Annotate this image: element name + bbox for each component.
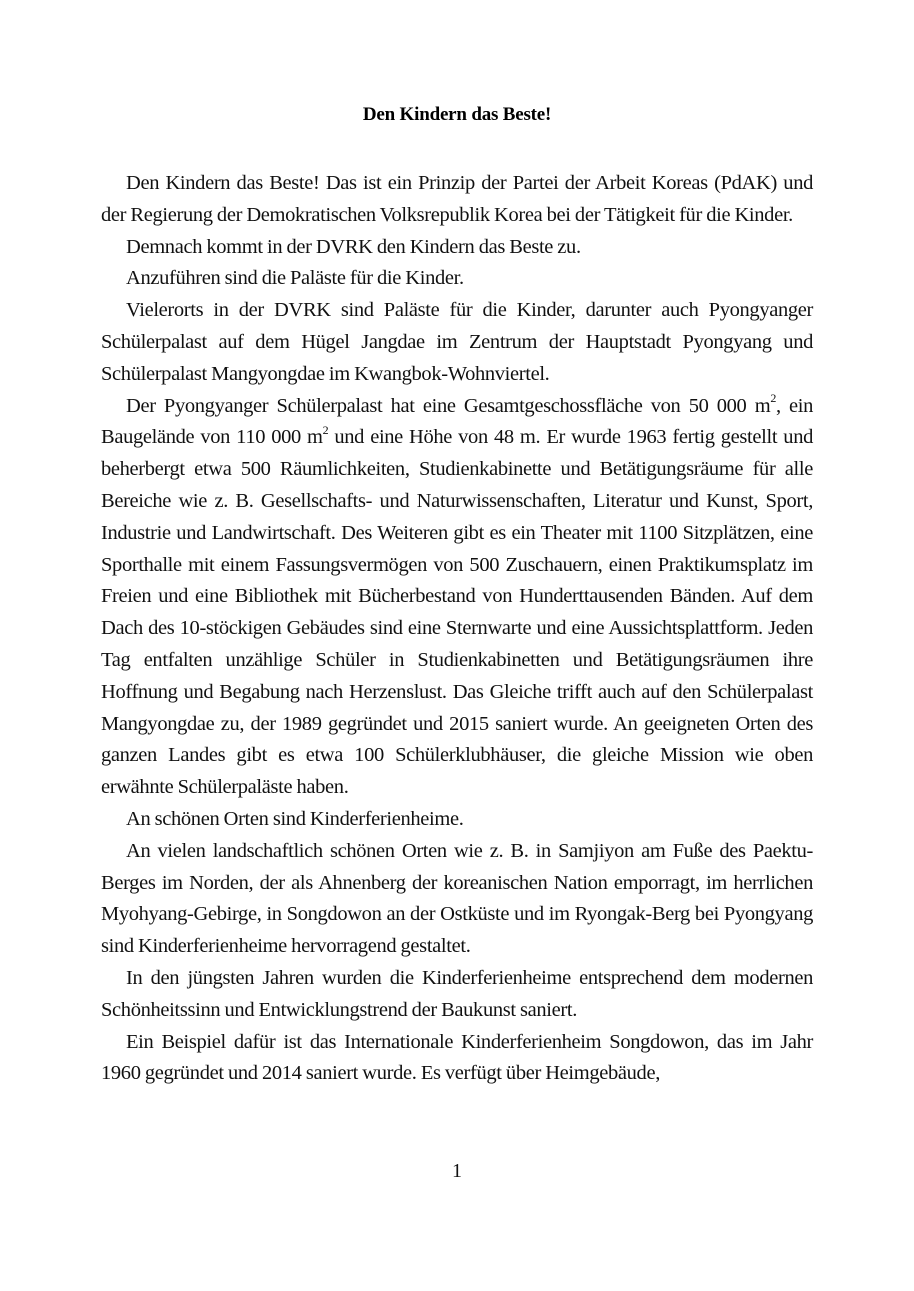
paragraph-ferienheime-heading: An schönen Orten sind Kinderferienheime. <box>126 807 464 830</box>
paragraph-schuelerpalast-part2: , ein Baugelände von 110 000 m <box>101 394 813 449</box>
document-body <box>101 168 813 1090</box>
paragraph-songdowon: Ein Beispiel dafür ist das Internationale Kinderferienheim Songdowon, das im Jahr 1960 gegründet und 2014 saniert wurde. Es verfügt über Heimgebäude, <box>101 1030 813 1085</box>
paragraph-palaeste-heading: Anzuführen sind die Paläste für die Kinder. <box>126 267 464 290</box>
paragraph-orte: An vielen landschaftlich schönen Orten wie z. B. in Samjiyon am Fuße des Paektu-Berges im Norden, der als Ahnenberg der koreanischen Nation emporragt, im herrlichen Myohyang-Gebirge, in Songdowon an der Ostküste und im Ryongak-Berg bei Pyongyang sind Kinderferienheime hervorragend gestaltet. <box>101 839 813 958</box>
paragraph-vielerorts: Vielerorts in der DVRK sind Paläste für die Kinder, darunter auch Pyongyanger Schülerpalast auf dem Hügel Jangdae im Zentrum der Hauptstadt Pyongyang und Schülerpalast Mangyongdae im Kwangbok-Wohnviertel. <box>101 299 813 385</box>
paragraph-saniert: In den jüngsten Jahren wurden die Kinderferienheime entsprechend dem modernen Schönheitssinn und Entwicklungstrend der Baukunst saniert. <box>101 966 813 1021</box>
paragraph-schuelerpalast-part3: und eine Höhe von 48 m. Er wurde 1963 fertig gestellt und beherbergt etwa 500 Räumlichkeiten, Studienkabinette und Betätigungsräume für alle Bereiche wie z. B. Gesellschafts- und Naturwissenschaften, Literatur und Kunst, Sport, Industrie und Landwirtschaft. Des Weiteren gibt es ein Theater mit 1100 Sitzplätzen, eine Sporthalle mit einem Fassungsvermögen von 500 Zuschauern, einen Praktikumsplatz im Freien und eine Bibliothek mit Bücherbestand von Hunderttausenden Bänden. Auf dem Dach des 10-stöckigen Gebäudes sind eine Sternwarte und eine Aussichtsplattform. Jeden Tag entfalten unzählige Schüler in Studienkabinetten und Betätigungsräumen ihre Hoffnung und Begabung nach Herzenslust. Das Gleiche trifft auch auf den Schülerpalast Mangyongdae zu, der 1989 gegründet und 2015 saniert wurde. An geeigneten Orten des ganzen Landes gibt es etwa 100 Schülerklubhäuser, die gleiche Mission wie oben erwähnte Schülerpaläste haben. <box>101 426 813 799</box>
paragraph-demnach: Demnach kommt in der DVRK den Kindern das Beste zu. <box>126 235 581 258</box>
page-number: 1 <box>452 1160 462 1182</box>
paragraph-schuelerpalast-part1: Der Pyongyanger Schülerpalast hat eine Gesamtgeschossfläche von 50 000 m <box>126 394 771 417</box>
superscript-2: 2 <box>322 422 329 437</box>
paragraph-intro: Den Kindern das Beste! Das ist ein Prinzip der Partei der Arbeit Koreas (PdAK) und der Regierung der Demokratischen Volksrepublik Korea bei der Tätigkeit für die Kinder. <box>101 172 813 226</box>
document-title: Den Kindern das Beste! <box>362 104 552 125</box>
superscript-2: 2 <box>770 390 776 405</box>
paragraph-schuelerpalast <box>101 391 813 804</box>
